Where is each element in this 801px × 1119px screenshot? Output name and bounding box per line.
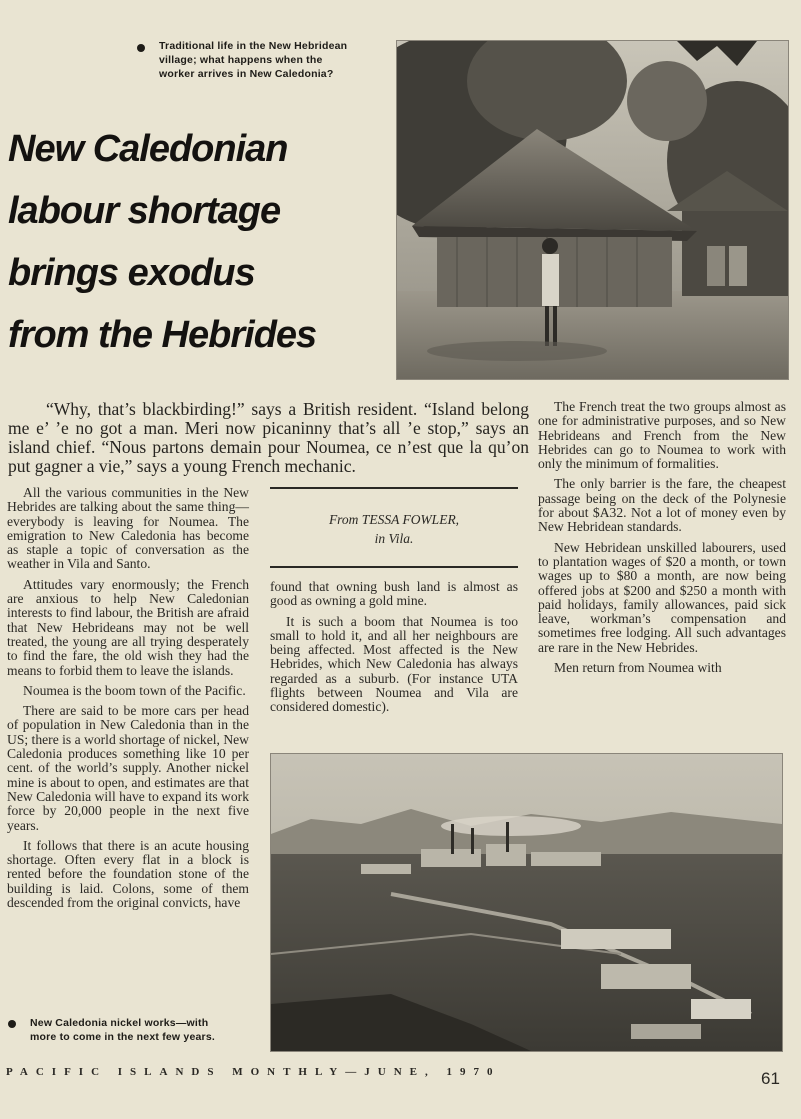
village-hut-illustration <box>397 41 788 379</box>
byline-rule-top <box>270 487 518 489</box>
col1-paragraph: There are said to be more cars per head of population in New Caledonia than in the US; there is a world shortage of nickel, New Caledonia produces something like 10 per cent. of the world’s supply. Another nickel mine is about to open, and estimates are that New Caledonia will have to expand its work force by 20,000 people in the next five years. <box>7 703 249 833</box>
magazine-footer: PACIFIC ISLANDS MONTHLY—JUNE, 1970 <box>6 1066 501 1078</box>
village-photo-caption: Traditional life in the New Hebridean village; what happens when the worker arrives in New Caledonia? <box>159 40 348 80</box>
col3-paragraph: The only barrier is the fare, the cheapest passage being on the deck of the Polynesie for about $A32. Not a lot of money even by New Hebridean standards. <box>538 476 786 535</box>
headline-line-4: from the Hebrides <box>8 314 317 356</box>
intro-paragraph: “Why, that’s blackbirding!” says a British resident. “Island belong me e’ ’e no got a man. Meri now picaninny that’s all ’e stop,” says an island chief. “Nous partons demain pour Noumea, ce n’est que la qu’on put gagner a vie,” says a young French mechanic. <box>8 399 529 476</box>
nickel-works-illustration <box>271 754 782 1051</box>
col3-paragraph: Men return from Noumea with <box>554 660 722 676</box>
col1-paragraph: Attitudes vary enormously; the French are anxious to help New Caledonian interests to find labour, the British are afraid that New Hebrideans may not be well treated, the young are all trying desperately to find the fare, the old wish they had the means to forbid them to leave the islands. <box>7 576 249 678</box>
col1-paragraph: Noumea is the boom town of the Pacific. <box>23 682 246 698</box>
nickel-works-photo <box>270 753 783 1052</box>
village-hut-photo <box>396 40 789 380</box>
col3-paragraph: The French treat the two groups almost as one for administrative purposes, and so New Hebrideans and French from the New Hebrides can go to Noumea to work with only the minimum of formalities. <box>538 399 786 472</box>
col1-paragraph: It follows that there is an acute housing shortage. Often every flat in a block is rented before the foundation stone of the building is laid. Colons, some of them descended from the original convicts, have <box>7 837 249 911</box>
byline-author: From TESSA FOWLER, <box>328 512 460 527</box>
page-number: 61 <box>761 1069 780 1088</box>
nickel-photo-caption: New Caledonia nickel works—with more to come in the next few years. <box>30 1017 215 1043</box>
article-column-1 <box>7 486 249 916</box>
headline-line-1: New Caledonian <box>8 128 288 170</box>
headline-line-3: brings exodus <box>8 252 255 294</box>
headline-line-2: labour shortage <box>8 190 281 232</box>
col3-paragraph: New Hebridean unskilled labourers, used to plantation wages of $20 a month, or town wages up to $80 a month, are now being offered jobs at $200 and $250 a month with paid holidays, family allowances, paid sick leave, workman’s compensation and sometimes free lodging. All such advantages are rare in the New Hebrides. <box>538 539 786 655</box>
article-column-3 <box>538 400 786 681</box>
col2-paragraph: found that owning bush land is almost as good as owning a gold mine. <box>270 579 518 609</box>
col1-paragraph: All the various communities in the New Hebrides are talking about the same thing—everybody is leaving for Noumea. The emigration to New Caledonia has become as staple a topic of conversation as the weather in Vila and Santo. <box>7 485 249 572</box>
article-column-2 <box>270 580 518 721</box>
caption-bullet <box>137 44 145 52</box>
col2-paragraph: It is such a boom that Noumea is too small to hold it, and all her neighbours are being affected. Most affected is the New Hebrides, which New Caledonia has always regarded as a suburb. (For instance UTA flights between Noumea and Vila are considered domestic). <box>270 613 518 715</box>
caption-bullet <box>8 1020 16 1028</box>
byline-rule-bottom <box>270 566 518 568</box>
byline-location: in Vila. <box>374 531 414 546</box>
byline <box>270 510 518 548</box>
